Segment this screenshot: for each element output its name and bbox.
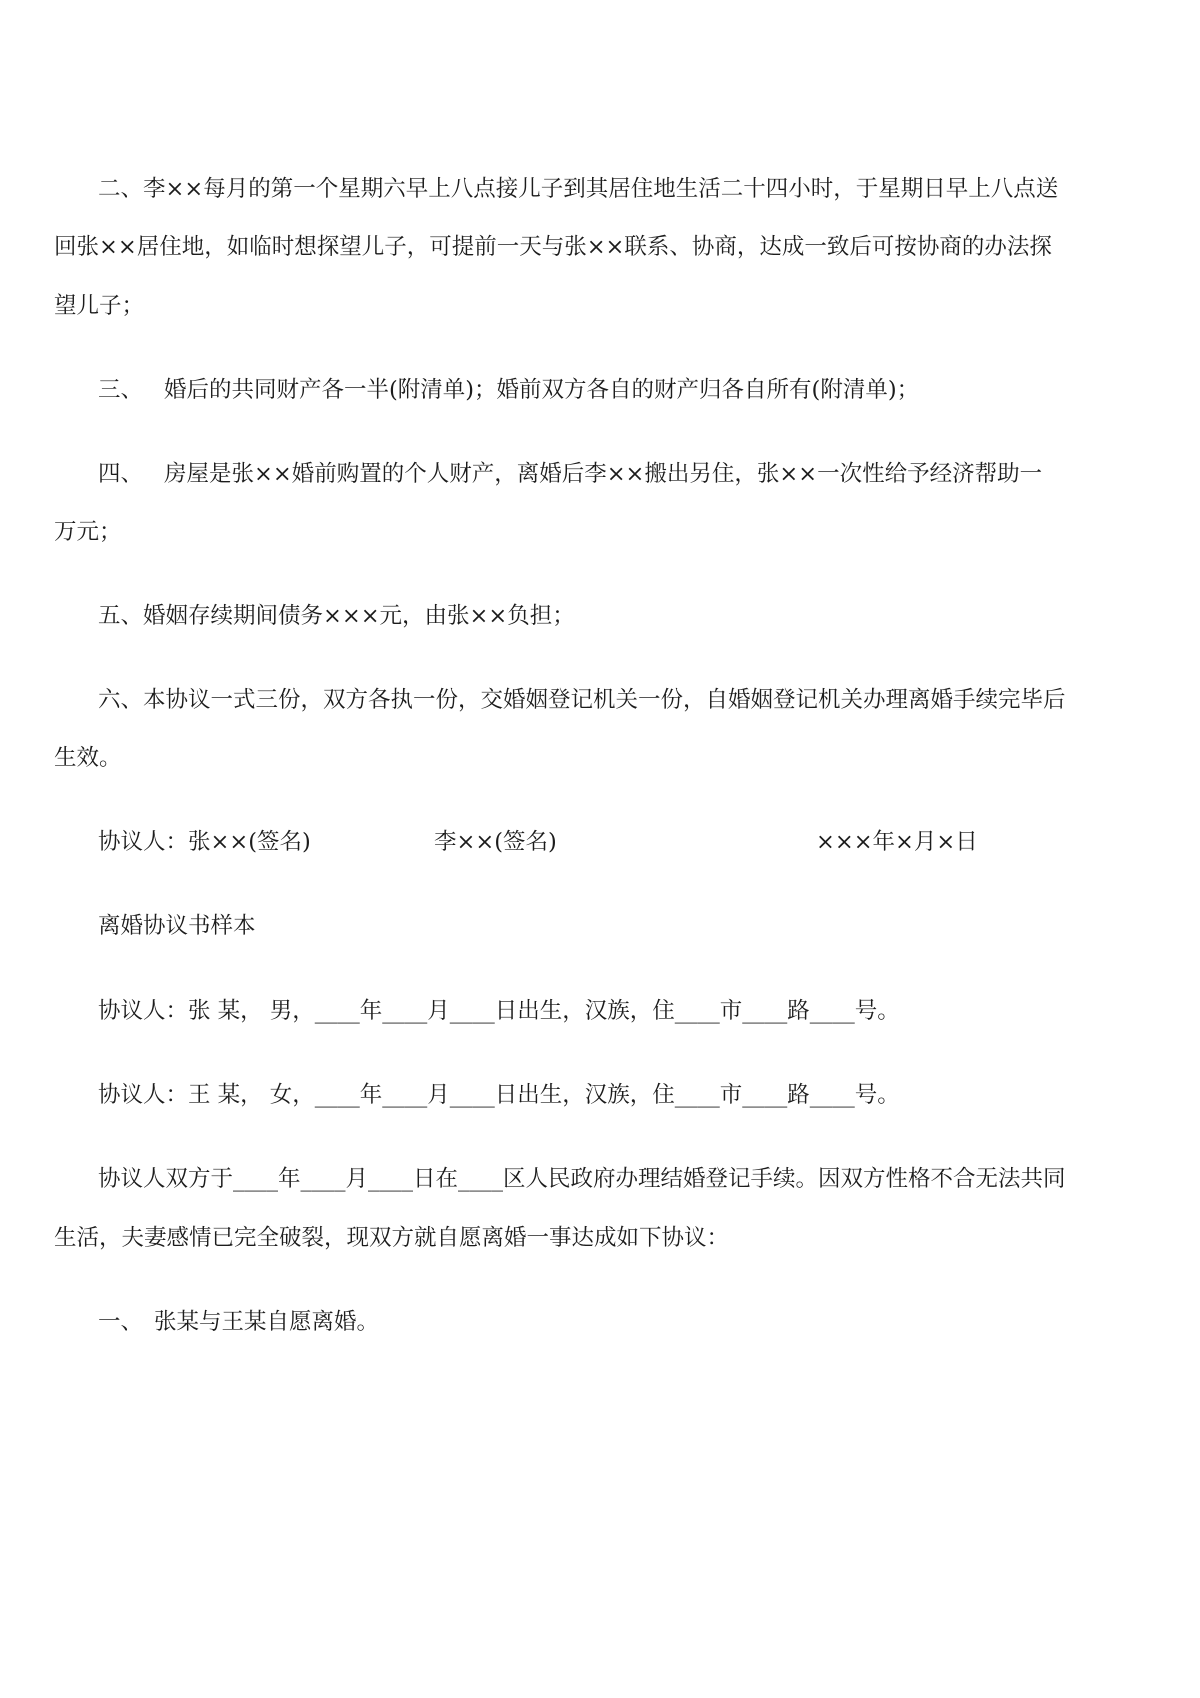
clause-6-line-2: 生效。 bbox=[54, 745, 122, 771]
sample-title: 离婚协议书样本 bbox=[98, 913, 256, 939]
clause-3-number: 三、 bbox=[98, 377, 144, 403]
clause-4-line-2: 万元； bbox=[54, 519, 122, 545]
item-1-number: 一、 bbox=[98, 1309, 144, 1335]
intro-line-2: 生活，夫妻感情已完全破裂，现双方就自愿离婚一事达成如下协议： bbox=[54, 1225, 730, 1251]
clause-2-line-3: 望儿子； bbox=[54, 293, 145, 319]
party-wang-info: 协议人：王 某， 女，____年____月____日出生，汉族，住____市____路____号。 bbox=[98, 1082, 900, 1108]
clause-4-number: 四、 bbox=[98, 461, 144, 487]
signature-party-2: 李××(签名) bbox=[434, 829, 557, 855]
item-1-text: 张某与王某自愿离婚。 bbox=[154, 1309, 380, 1335]
clause-2-line-1: 二、李××每月的第一个星期六早上八点接儿子到其居住地生活二十四小时，于星期日早上八点送 bbox=[98, 176, 1059, 202]
clause-6-line-1: 六、本协议一式三份，双方各执一份，交婚姻登记机关一份，自婚姻登记机关办理离婚手续完毕后 bbox=[98, 687, 1066, 713]
clause-4-line-1: 房屋是张××婚前购置的个人财产，离婚后李××搬出另住，张××一次性给予经济帮助一 bbox=[164, 461, 1043, 487]
clause-5-text: 五、婚姻存续期间债务×××元，由张××负担； bbox=[98, 603, 575, 629]
party-zhang-info: 协议人：张 某， 男，____年____月____日出生，汉族，住____市____路____号。 bbox=[98, 998, 900, 1024]
signature-date: ×××年×月×日 bbox=[816, 829, 978, 855]
clause-2-line-2: 回张××居住地，如临时想探望儿子，可提前一天与张××联系、协商，达成一致后可按协商的办法探 bbox=[54, 234, 1052, 260]
intro-line-1: 协议人双方于____年____月____日在____区人民政府办理结婚登记手续。因双方性格不合无法共同 bbox=[98, 1166, 1066, 1192]
signature-party-1: 协议人：张××(签名) bbox=[98, 829, 311, 855]
clause-3-text: 婚后的共同财产各一半(附清单)；婚前双方各自的财产归各自所有(附清单)； bbox=[164, 377, 920, 403]
